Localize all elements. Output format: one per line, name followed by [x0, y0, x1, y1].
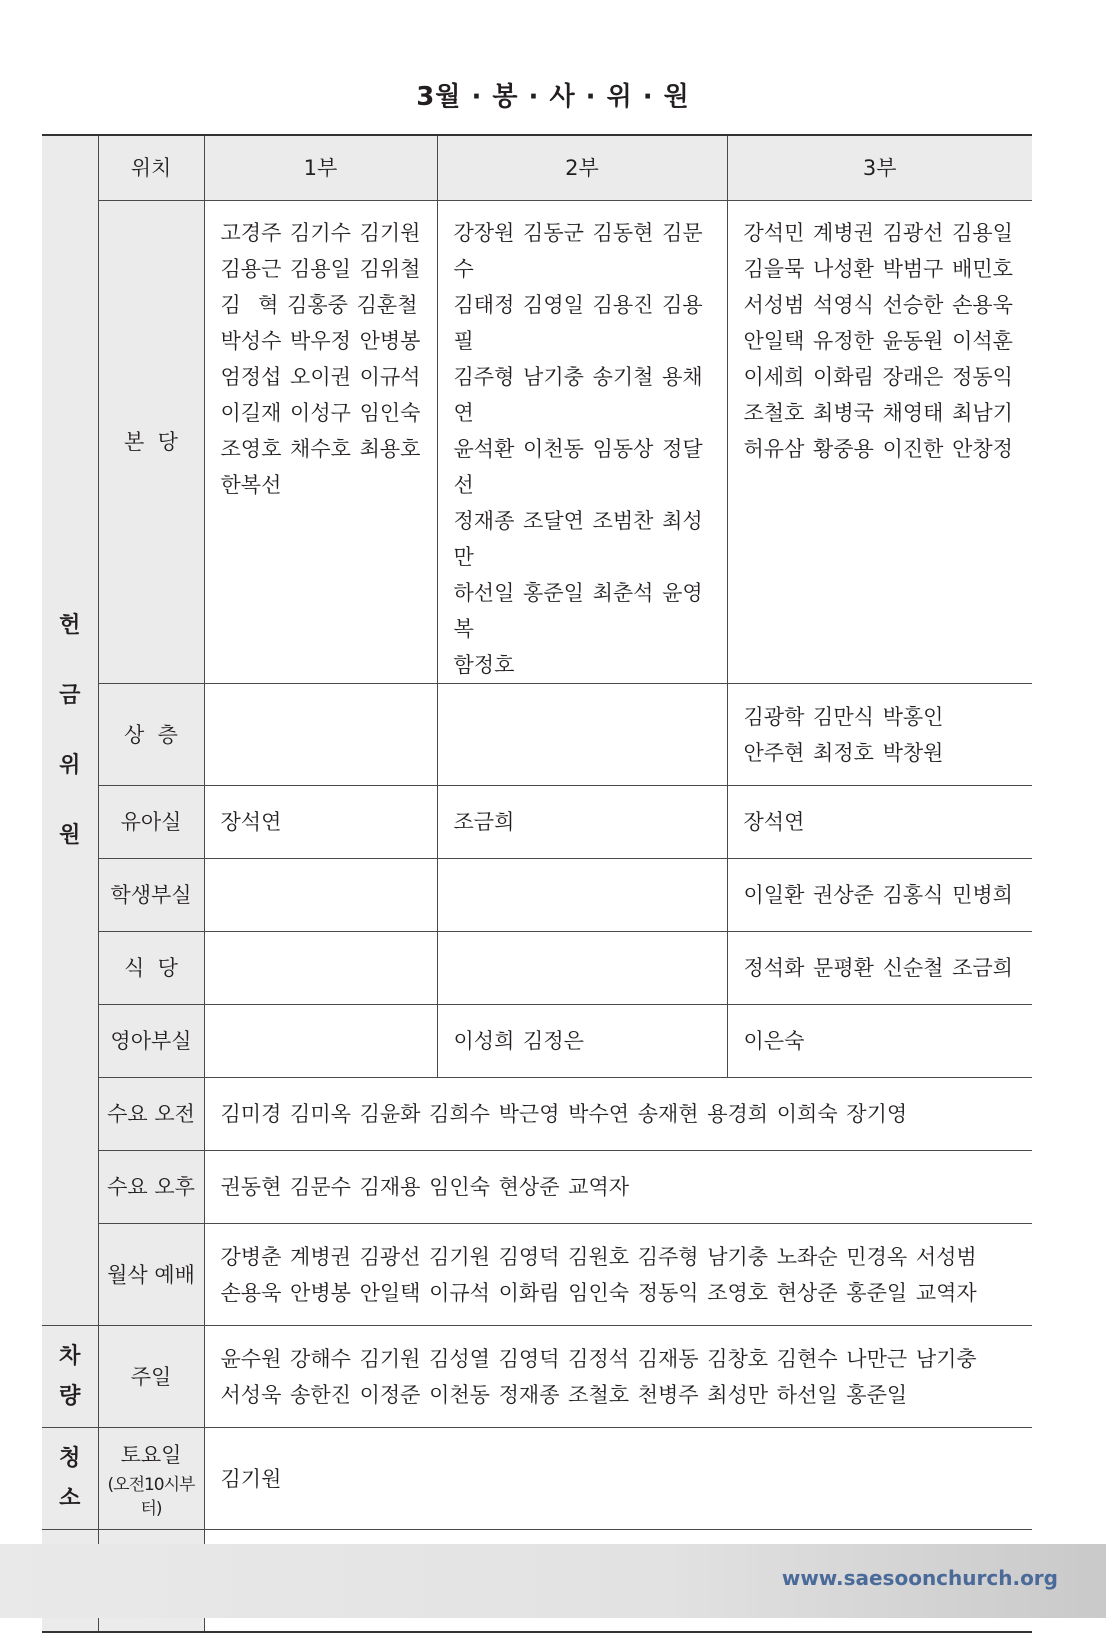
header-part1: 1부 [204, 135, 437, 201]
header-part2: 2부 [437, 135, 727, 201]
nursery-part2: 조금희 [437, 786, 727, 859]
group-char: 원 [59, 822, 81, 848]
infant-part1 [204, 1005, 437, 1078]
label-nursery: 유아실 [98, 786, 204, 859]
name-line: 함정호 [453, 653, 515, 677]
main-hall-part3 [727, 201, 1032, 684]
group-vehicle [42, 1326, 98, 1428]
infant-part2: 이성희 김정은 [437, 1005, 727, 1078]
header-position: 위치 [98, 135, 204, 201]
name-line: 조철호 최병국 채영태 최남기 [743, 401, 1013, 425]
upper-floor-part1 [204, 684, 437, 786]
row-vehicle [42, 1326, 1032, 1428]
row-infant [42, 1005, 1032, 1078]
nursery-part3: 장석연 [727, 786, 1032, 859]
name-line: 김용근 김용일 김위철 [220, 257, 421, 281]
wed-morning-names: 김미경 김미옥 김윤화 김희수 박근영 박수연 송재현 용경희 이희숙 장기영 [204, 1078, 1032, 1151]
row-cafeteria [42, 932, 1032, 1005]
cafeteria-part2 [437, 932, 727, 1005]
header-part3: 3부 [727, 135, 1032, 201]
name-line: 한복선 [220, 473, 282, 497]
name-line: 김주형 남기충 송기철 용채연 [453, 365, 703, 425]
name-line: 이세희 이화림 장래은 정동익 [743, 365, 1013, 389]
label-monthly: 월삭 예배 [98, 1224, 204, 1326]
name-line: 엄정섭 오이권 이규석 [220, 365, 421, 389]
group-char: 차 [59, 1343, 81, 1369]
row-main-hall [42, 201, 1032, 684]
name-line: 김광학 김만식 박홍인 [743, 704, 944, 729]
label-sub: (오전10시부터) [107, 1474, 195, 1519]
table-header-row [42, 135, 1032, 201]
main-hall-part1 [204, 201, 437, 684]
label-saturday-cleaning [98, 1428, 204, 1530]
name-line: 손용욱 안병봉 안일택 이규석 이화림 임인숙 정동익 조영호 현상준 홍준일 교역자 [220, 1280, 977, 1305]
label-student: 학생부실 [98, 859, 204, 932]
row-upper-floor [42, 684, 1032, 786]
page-title: 3월 · 봉 · 사 · 위 · 원 [416, 82, 690, 112]
name-line: 김 혁 김홍중 김훈철 [220, 293, 418, 317]
row-student [42, 859, 1032, 932]
name-line: 서성범 석영식 선승한 손용욱 [743, 293, 1013, 317]
cafeteria-part1 [204, 932, 437, 1005]
group-char: 량 [59, 1383, 81, 1409]
group-char: 금 [59, 682, 81, 708]
row-nursery [42, 786, 1032, 859]
label-main-hall: 본 당 [98, 201, 204, 684]
group-char: 소 [59, 1485, 81, 1511]
group-offering [42, 135, 98, 1326]
name-line: 안일택 유정한 윤동원 이석훈 [743, 329, 1013, 353]
label-upper-floor: 상 층 [98, 684, 204, 786]
footer-bar [0, 1544, 1106, 1618]
name-line: 김을묵 나성환 박범구 배민호 [743, 257, 1013, 281]
label-cafeteria: 식 당 [98, 932, 204, 1005]
name-line: 윤석환 이천동 임동상 정달선 [453, 437, 703, 497]
name-line: 강석민 계병권 김광선 김용일 [743, 221, 1013, 245]
upper-floor-part3 [727, 684, 1032, 786]
name-line: 김태정 김영일 김용진 김용필 [453, 293, 703, 353]
label-wed-afternoon: 수요 오후 [98, 1151, 204, 1224]
name-line: 허유삼 황중용 이진한 안창정 [743, 437, 1013, 461]
volunteer-table [42, 134, 1032, 1633]
name-line: 박성수 박우정 안병봉 [220, 329, 421, 353]
name-line: 안주현 최정호 박창원 [743, 740, 944, 765]
cafeteria-part3: 정석화 문평환 신순철 조금희 [727, 932, 1032, 1005]
main-hall-part2 [437, 201, 727, 684]
student-part3: 이일환 권상준 김홍식 민병희 [727, 859, 1032, 932]
name-line: 조영호 채수호 최용호 [220, 437, 421, 461]
name-line: 윤수원 강해수 김기원 김성열 김영덕 김정석 김재동 김창호 김현수 나만근 남기충 [220, 1346, 977, 1371]
infant-part3: 이은숙 [727, 1005, 1032, 1078]
row-cleaning [42, 1428, 1032, 1530]
upper-floor-part2 [437, 684, 727, 786]
row-monthly [42, 1224, 1032, 1326]
group-char: 헌 [59, 612, 81, 638]
row-wed-morning [42, 1078, 1032, 1151]
label-wed-morning: 수요 오전 [98, 1078, 204, 1151]
website-url[interactable]: www.saesoonchurch.org [781, 1566, 1058, 1590]
nursery-part1: 장석연 [204, 786, 437, 859]
name-line: 서성욱 송한진 이정준 이천동 정재종 조철호 천병주 최성만 하선일 홍준일 [220, 1382, 908, 1407]
sunday-vehicle-names [204, 1326, 1032, 1428]
name-line: 이길재 이성구 임인숙 [220, 401, 421, 425]
name-line: 정재종 조달연 조범찬 최성만 [453, 509, 703, 569]
saturday-cleaning-names: 김기원 [204, 1428, 1032, 1530]
group-char: 청 [59, 1445, 81, 1471]
label-sunday-vehicle: 주일 [98, 1326, 204, 1428]
student-part2 [437, 859, 727, 932]
label-infant: 영아부실 [98, 1005, 204, 1078]
name-line: 강병춘 계병권 김광선 김기원 김영덕 김원호 김주형 남기충 노좌순 민경옥 서성범 [220, 1244, 977, 1269]
name-line: 하선일 홍준일 최춘석 윤영복 [453, 581, 703, 641]
name-line: 강장원 김동군 김동현 김문수 [453, 221, 703, 281]
name-line: 고경주 김기수 김기원 [220, 221, 421, 245]
wed-afternoon-names: 권동현 김문수 김재용 임인숙 현상준 교역자 [204, 1151, 1032, 1224]
student-part1 [204, 859, 437, 932]
monthly-names [204, 1224, 1032, 1326]
label-main: 토요일 [120, 1442, 182, 1467]
row-wed-afternoon [42, 1151, 1032, 1224]
group-cleaning [42, 1428, 98, 1530]
group-char: 위 [59, 752, 81, 778]
